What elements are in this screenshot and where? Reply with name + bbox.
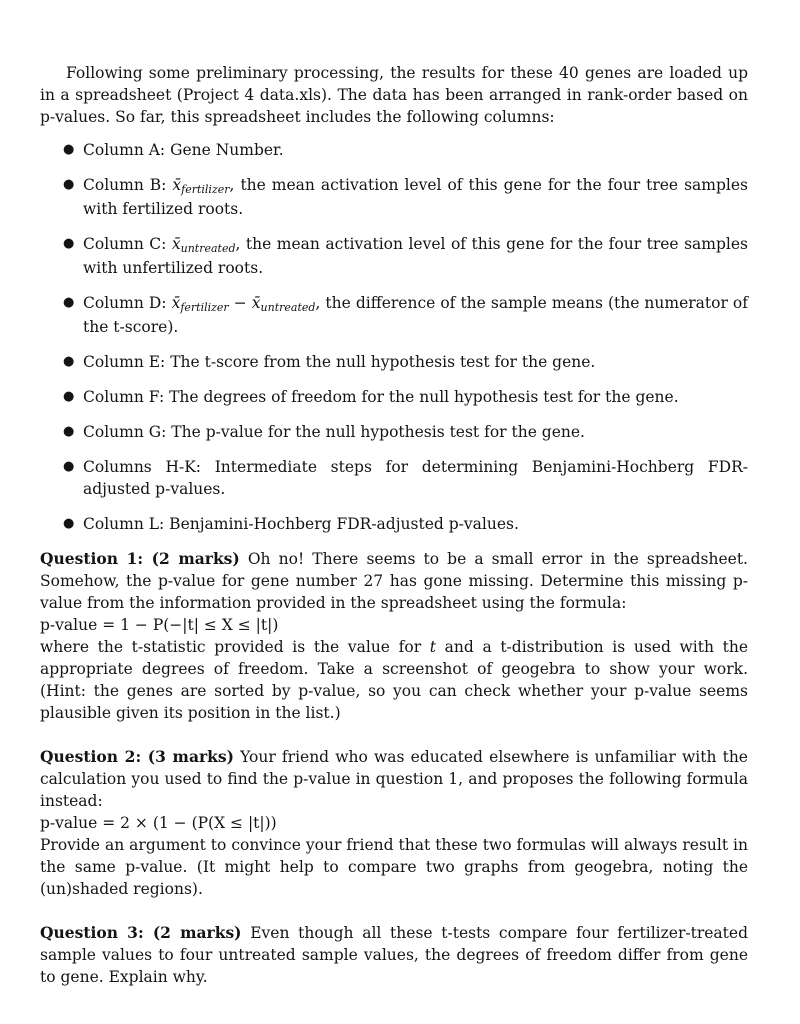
question-2-paragraph (40, 746, 748, 812)
list-item-column-g (40, 421, 748, 443)
question-1-paragraph (40, 548, 748, 614)
list-item-text: Column A: Gene Number. (83, 141, 284, 159)
question-2-heading: Question 2: (3 marks) (40, 747, 234, 766)
list-item-column-l (40, 513, 748, 535)
question-1-heading: Question 1: (2 marks) (40, 549, 240, 568)
question-1-followup (40, 636, 748, 724)
bullet-icon: ● (63, 424, 75, 439)
math-xbar: x̄ (251, 294, 261, 312)
document-body (40, 62, 748, 988)
list-item-text: Column F: The degrees of freedom for the null hypothesis test for the gene. (83, 388, 679, 406)
question-2-formula: p-value = 2 × (1 − (P(X ≤ |t|)) (40, 814, 277, 832)
question-1-followup-text: and a t-distribution is used with the appropriate degrees of freedom. Take a screenshot of geogebra to show your work. (Hint: the genes are sorted by p-value, so you can check whether your p-value seems plausible given its position in the list.) (40, 638, 748, 722)
question-1-followup-text: where the t-statistic provided is the value for (40, 638, 430, 656)
question-2-followup: Provide an argument to convince your friend that these two formulas will always result in the same p-value. (It might help to compare two graphs from geogebra, noting the (un)shaded regions). (40, 836, 748, 898)
spacer (40, 900, 748, 922)
math-xbar: x̄ (171, 294, 181, 312)
bullet-icon: ● (63, 236, 75, 251)
list-item-label: Column C: (83, 235, 167, 253)
list-item-columns-h-k (40, 456, 748, 500)
intro-paragraph: Following some preliminary processing, the results for these 40 genes are loaded up in a spreadsheet (Project 4 data.xls). The data has been arranged in rank-order based on p-values. So far, this spreadsheet includes the following columns: (40, 64, 748, 126)
list-item-column-b (40, 174, 748, 220)
list-item-text: Column G: The p-value for the null hypothesis test for the gene. (83, 423, 585, 441)
question-2-text: Your friend who was educated elsewhere is unfamiliar with the calculation you used to find the p-value in question 1, and proposes the following formula instead: (40, 748, 748, 810)
list-item-column-f (40, 386, 748, 408)
question-2 (40, 746, 748, 900)
list-item-column-e (40, 351, 748, 373)
math-subscript: untreated (180, 242, 236, 255)
question-1-formula: p-value = 1 − P(−|t| ≤ X ≤ |t|) (40, 616, 279, 634)
bullet-icon: ● (63, 459, 75, 474)
math-xbar: x̄ (172, 176, 182, 194)
question-3-text: Even though all these t-tests compare four fertilizer-treated sample values to four untreated sample values, the degrees of freedom differ from gene to gene. Explain why. (40, 924, 748, 986)
math-xbar: x̄ (171, 235, 181, 253)
list-item-text: , the mean activation level of this gene for the four tree samples with fertilized roots. (83, 176, 748, 218)
list-item-text: , the mean activation level of this gene for the four tree samples with unfertilized roots. (83, 235, 748, 277)
math-subscript: fertilizer (180, 301, 229, 314)
question-1-text: Oh no! There seems to be a small error in the spreadsheet. Somehow, the p-value for gene number 27 has gone missing. Determine this missing p-value from the information provided in the spreadsheet using the formula: (40, 550, 748, 612)
question-3-heading: Question 3: (2 marks) (40, 923, 242, 942)
math-t: t (429, 638, 436, 656)
list-item-text: Column L: Benjamini-Hochberg FDR-adjusted p-values. (83, 515, 519, 533)
question-3 (40, 922, 748, 988)
list-item-label: Column D: (83, 294, 167, 312)
column-list (40, 139, 748, 535)
math-minus: − (228, 294, 252, 312)
math-subscript: fertilizer (181, 183, 230, 196)
bullet-icon: ● (63, 295, 75, 310)
list-item-column-a (40, 139, 748, 161)
bullet-icon: ● (63, 354, 75, 369)
bullet-icon: ● (63, 142, 75, 157)
question-1 (40, 548, 748, 724)
list-item-column-c (40, 233, 748, 279)
question-3-paragraph (40, 922, 748, 988)
list-item-text: Columns H-K: Intermediate steps for determining Benjamini-Hochberg FDR-adjusted p-values. (83, 458, 748, 498)
bullet-icon: ● (63, 516, 75, 531)
list-item-text: Column E: The t-score from the null hypothesis test for the gene. (83, 353, 596, 371)
math-subscript: untreated (260, 301, 316, 314)
bullet-icon: ● (63, 177, 75, 192)
bullet-icon: ● (63, 389, 75, 404)
list-item-column-d (40, 292, 748, 338)
list-item-text: , the difference of the sample means (the numerator of the t-score). (83, 294, 749, 336)
list-item-label: Column B: (83, 176, 167, 194)
spacer (40, 724, 748, 746)
